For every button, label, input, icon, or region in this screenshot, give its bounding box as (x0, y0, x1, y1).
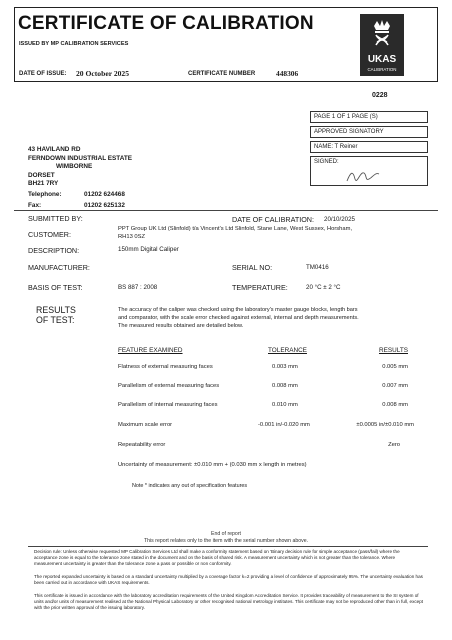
uncertainty-paragraph: The reported expanded uncertainty is based on a standard uncertainty multiplied by a coverage factor k=2 providing a level of confidence of approximately 95%. The uncertainty evaluation has been carried out in accordance with UKAS requirements. (34, 574, 423, 586)
description-label: DESCRIPTION: (28, 246, 80, 255)
address-line: WIMBORNE (56, 163, 93, 171)
accreditation-paragraph: This certificate is issued in accordance with the laboratory accreditation requirements of the United Kingdom Accreditation Service. It provides traceability of measurement to the SI system of units and/or units of measurement realised at the National Physical Laboratory or other recognised national metrology institutes. This certificate may not be reproduced other than in full, except with the prior written approval of the issuing laboratory. (34, 593, 424, 611)
signed-label: SIGNED: (314, 159, 339, 165)
issuer-line: ISSUED BY MP CALIBRATION SERVICES (19, 41, 129, 47)
results-intro-line: The measured results obtained are detailed below. (118, 323, 244, 329)
tolerance-cell: 0.008 mm (272, 383, 298, 389)
address-line: DORSET (28, 171, 55, 179)
results-intro-line: and comparator, with the scale error checked against external, internal and depth measurements. (118, 315, 359, 321)
address-line: FERNDOWN INDUSTRIAL ESTATE (28, 154, 133, 162)
feature-cell: Flatness of external measuring faces (118, 364, 213, 370)
tolerance-cell: -0.001 in/-0.020 mm (258, 422, 310, 428)
col-results-header: RESULTS (378, 347, 408, 354)
results-label (36, 305, 76, 325)
date-of-calibration-label: DATE OF CALIBRATION: (232, 215, 314, 224)
cert-number: 448306 (276, 69, 299, 78)
crown-icon (360, 14, 404, 58)
certificate-title: CERTIFICATE OF CALIBRATION (18, 13, 314, 34)
result-cell: 0.008 mm (382, 402, 408, 408)
description-value: 150mm Digital Caliper (118, 246, 179, 253)
customer-line: RH13 0SZ (118, 234, 146, 240)
feature-cell: Repeatability error (118, 442, 166, 448)
lab-number: 0228 (372, 92, 388, 99)
result-cell: 0.005 mm (382, 364, 408, 370)
ukas-text: UKAS (367, 54, 397, 65)
customer-label: CUSTOMER: (28, 230, 71, 239)
end-of-report: End of report (211, 531, 241, 537)
telephone-label: Telephone: (28, 191, 62, 198)
temperature-label: TEMPERATURE: (232, 283, 288, 292)
submitted-by-label: SUBMITTED BY: (28, 214, 83, 223)
result-cell: 0.007 mm (382, 383, 408, 389)
decision-rule-paragraph: Decision rule: Unless otherwise requested MP Calibration Services Ltd shall make a conformity statement based on 'Binary decision rule for simple acceptance (pass/fail) where the acceptance zone is equal to the tolerance zone stated in the document and on the basis of shared risk. A measurement uncertainty which is not greater than the tolerance. Where measurement uncertainty is greater than the tolerance zone a pass or possible or non conformity. (34, 549, 400, 567)
uncertainty-statement: Uncertainty of measurement: ±0.010 mm + (0.030 mm x length in metres) (118, 462, 307, 468)
results-intro-line: The accuracy of the caliper was checked using the laboratory's master gauge blocks, length bars (118, 307, 358, 313)
tolerance-cell: 0.003 mm (272, 364, 298, 370)
feature-cell: Maximum scale error (118, 422, 173, 428)
date-of-calibration: 20/10/2025 (324, 216, 355, 223)
col-feature-header: FEATURE EXAMINED (118, 347, 183, 354)
fax-value: 01202 625132 (84, 202, 125, 209)
basis-label: BASIS OF TEST: (28, 283, 83, 292)
serial-value: TM0416 (306, 264, 329, 271)
signature-icon (345, 167, 381, 185)
result-cell: ±0.0005 in/±0.010 mm (356, 422, 414, 428)
feature-cell: Parallelism of internal measuring faces (118, 402, 218, 408)
ukas-sub: CALIBRATION (367, 67, 397, 72)
footer-divider (28, 546, 428, 547)
address-block (28, 146, 132, 189)
signed-box (310, 156, 428, 186)
note-statement: Note * indicates any out of specification features (132, 483, 248, 489)
customer-line: PPT Group UK Ltd (Slinfold) t/a Vincent's Ltd Slinfold, Stane Lane, West Sussex, Horsham, (118, 226, 353, 232)
ukas-logo (360, 14, 404, 76)
address-line: 43 HAVILAND RD (28, 146, 81, 153)
date-of-issue: 20 October 2025 (76, 69, 130, 78)
cert-number-label: CERTIFICATE NUMBER (188, 71, 256, 77)
temperature-value: 20 °C ± 2 °C (306, 284, 341, 291)
customer-value (118, 225, 438, 241)
manufacturer-label: MANUFACTURER: (28, 263, 90, 272)
page-count: PAGE 1 OF 1 PAGE (S) (310, 111, 428, 123)
report-scope: This report relates only to the item with the serial number shown above. (143, 538, 309, 544)
signatory-name: NAME: T Reiner (310, 141, 428, 153)
feature-cell: Parallelism of external measuring faces (118, 383, 220, 389)
col-tolerance-header: TOLERANCE (268, 347, 307, 354)
approved-signatory: APPROVED SIGNATORY (310, 126, 428, 138)
basis-value: BS 887 : 2008 (118, 284, 158, 291)
results-label-line: OF TEST: (36, 315, 75, 325)
telephone-value: 01202 624468 (84, 191, 125, 198)
result-cell: Zero (388, 442, 400, 448)
tolerance-cell: 0.010 mm (272, 402, 298, 408)
divider (14, 210, 438, 211)
results-intro (118, 306, 438, 330)
date-of-issue-label: DATE OF ISSUE: (19, 71, 67, 77)
fax-label: Fax: (28, 202, 42, 209)
address-line: BH21 7RY (28, 180, 59, 188)
results-label-line: RESULTS (36, 305, 76, 315)
serial-label: SERIAL NO: (232, 263, 273, 272)
